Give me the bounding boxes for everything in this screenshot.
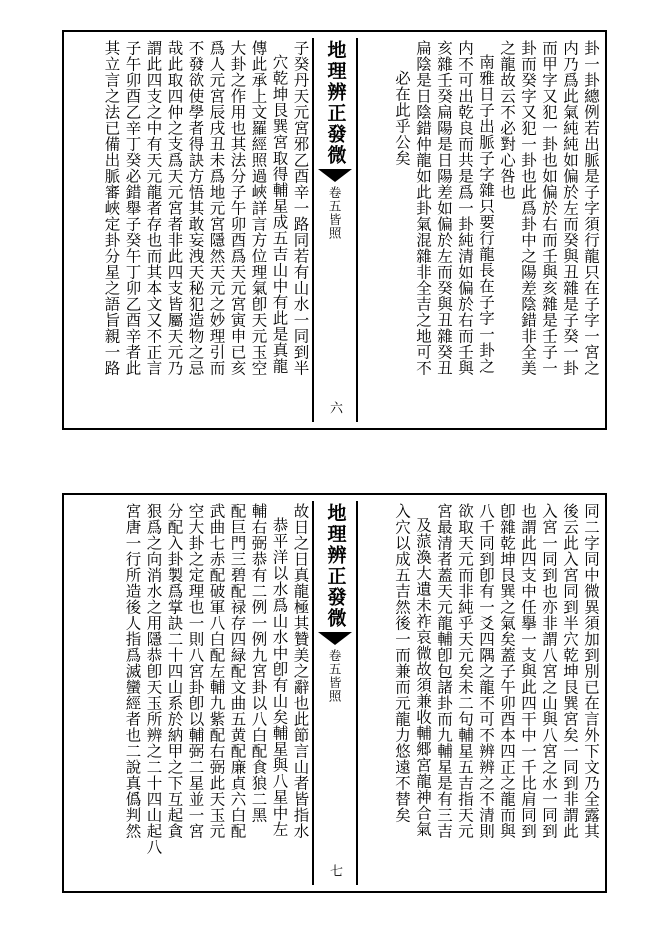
text-column: 不發欲使學者得訣方悟其敢妄洩天秘犯造物之忌 xyxy=(186,40,205,376)
text-column xyxy=(100,501,121,885)
text-column: 分配入卦製爲掌訣二十四山系於納甲之下互起貪 xyxy=(165,503,184,839)
text-column: 卦而癸字又犯一卦也此爲卦中之陽差陰錯非全美 xyxy=(519,40,537,376)
text-column: 必在此乎公矣 xyxy=(393,70,411,166)
text-column: 之龍故云不必對心咎也 xyxy=(498,40,516,200)
text-column: 穴乾坤艮巽宮取得輔星成五吉山中有此是真龍 xyxy=(270,54,289,374)
page-bottom-left-columns xyxy=(69,501,310,885)
page-number: 七 xyxy=(327,864,342,877)
text-column: 南雅日子出脈子字雜只要行龍長在子字一卦之 xyxy=(477,54,495,374)
page-number: 六 xyxy=(327,401,342,414)
text-column: 扁陰是日陰錯仲龍如此卦氣混雜非全吉之地可不 xyxy=(414,40,432,376)
text-column: 狠爲之向消水之用隱恭卽天玉所辨之二十四山起八 xyxy=(144,503,163,855)
document-page-top xyxy=(62,30,607,430)
text-column: 子午卯酉乙辛丁癸必錯舉子癸午丁卯乙酉辛者此 xyxy=(123,40,142,376)
text-column: 武曲七赤配破軍八白配左輔九紫配右弼此天玉元 xyxy=(207,503,226,839)
book-title: 地理辨正發微 xyxy=(324,40,347,166)
text-column: 欲取天元而非純乎天元矣未二句輔星五吉指天元 xyxy=(456,503,474,839)
text-column: 也謂此四支中任擧一支與此四干中一千比肩同到 xyxy=(519,503,537,839)
text-column: 哉此取四仲之支爲天元宮者非此四支皆屬天元乃 xyxy=(165,40,184,376)
text-column: 故日之日真龍極其贊美之辭也此節言山者皆指水 xyxy=(291,503,310,839)
text-column: 配巨門三碧配禄存四緑配文曲五黄配廉貞六白配 xyxy=(228,503,247,839)
text-column: 八千同到卽有一爻四隅之龍不可不辨辨之不清則 xyxy=(477,503,495,839)
text-column: 及蒎渙大遺未祚哀微故須兼收輔郷宮龍神合氣 xyxy=(414,517,432,837)
text-column: 内不可出乾良而共是爲一卦純清如偏於右而壬與 xyxy=(456,40,474,376)
volume-label: 卷五皆照 xyxy=(327,186,343,240)
center-banner-top xyxy=(312,38,358,422)
text-column: 空大卦之定理也一則八宮卦卽以輔弼二星並一宮 xyxy=(186,503,205,839)
text-column: 同二字同中微異須加到別已在言外下文乃全露其 xyxy=(582,503,600,839)
book-title: 地理辨正發微 xyxy=(324,503,347,629)
text-column: 傳此承上文羅經照過峽詳言方位理氣卽天元玉空 xyxy=(249,40,268,376)
page-top-left-columns xyxy=(69,38,310,422)
text-column: 輔右弼恭有二例一例九宮卦以八白配食狼二黑 xyxy=(249,503,268,823)
text-column: 入宮一同到也亦非謂八宮之山與八宮之水一同到 xyxy=(540,503,558,839)
text-column: 宮唐一行所造後人指爲滅蠻經者也二說真僞判然 xyxy=(123,503,142,839)
page-bottom-right-columns xyxy=(360,501,601,885)
center-banner-bottom xyxy=(312,501,358,885)
text-column: 子癸丹天元宮邪乙酉辛一路同若有山水一同到半 xyxy=(291,40,310,376)
text-column: 入穴以成五吉然後一而兼而元龍力悠遠不替矣 xyxy=(393,503,411,823)
text-column: 其立言之法已備出脈審峽定卦分星之語旨親一路 xyxy=(102,40,121,376)
text-column: 卦一卦總例若出脈是子字須行龍只在子字一宮之 xyxy=(582,40,600,376)
text-column: 謂此四支之中有天元龍者存也而其本文又不正言 xyxy=(144,40,163,376)
volume-label: 卷五皆照 xyxy=(327,649,343,703)
page-top-right-columns xyxy=(360,38,601,422)
text-column: 亥雜壬癸扁陽是日陽差如偏於左而癸與丑雜癸丑 xyxy=(435,40,453,376)
page-bottom-inner xyxy=(64,495,605,891)
text-column: 内乃爲此氣純純如偏於左而癸與丑雜是子癸一卦 xyxy=(561,40,579,376)
text-column: 恭平洋以水爲山水中卽有山矣輔星與八星中左 xyxy=(270,517,289,837)
page-top-inner xyxy=(64,32,605,428)
text-column: 大卦之作用也其法分子午卯酉爲天元宮寅申已亥 xyxy=(228,40,247,376)
document-page-bottom xyxy=(62,493,607,893)
text-column: 後云此入宮同到半穴乾坤艮巽宮矣一同到非謂此 xyxy=(561,503,579,839)
text-column: 卽雜乾坤艮巽之氣矣蓋子午卯酉本四正之龍而與 xyxy=(498,503,516,839)
fish-tail-mark xyxy=(318,632,352,645)
text-column: 爲人元宮辰戌丑未爲地元宮隱然天元之妙理引而 xyxy=(207,40,226,376)
text-column: 宮最清者蓋天元龍輔卽包諸卦而九輔星是有三吉 xyxy=(435,503,453,839)
fish-tail-mark xyxy=(318,169,352,182)
text-column: 而甲字又犯一卦也如偏於右而壬與亥雜是壬子一 xyxy=(540,40,558,376)
